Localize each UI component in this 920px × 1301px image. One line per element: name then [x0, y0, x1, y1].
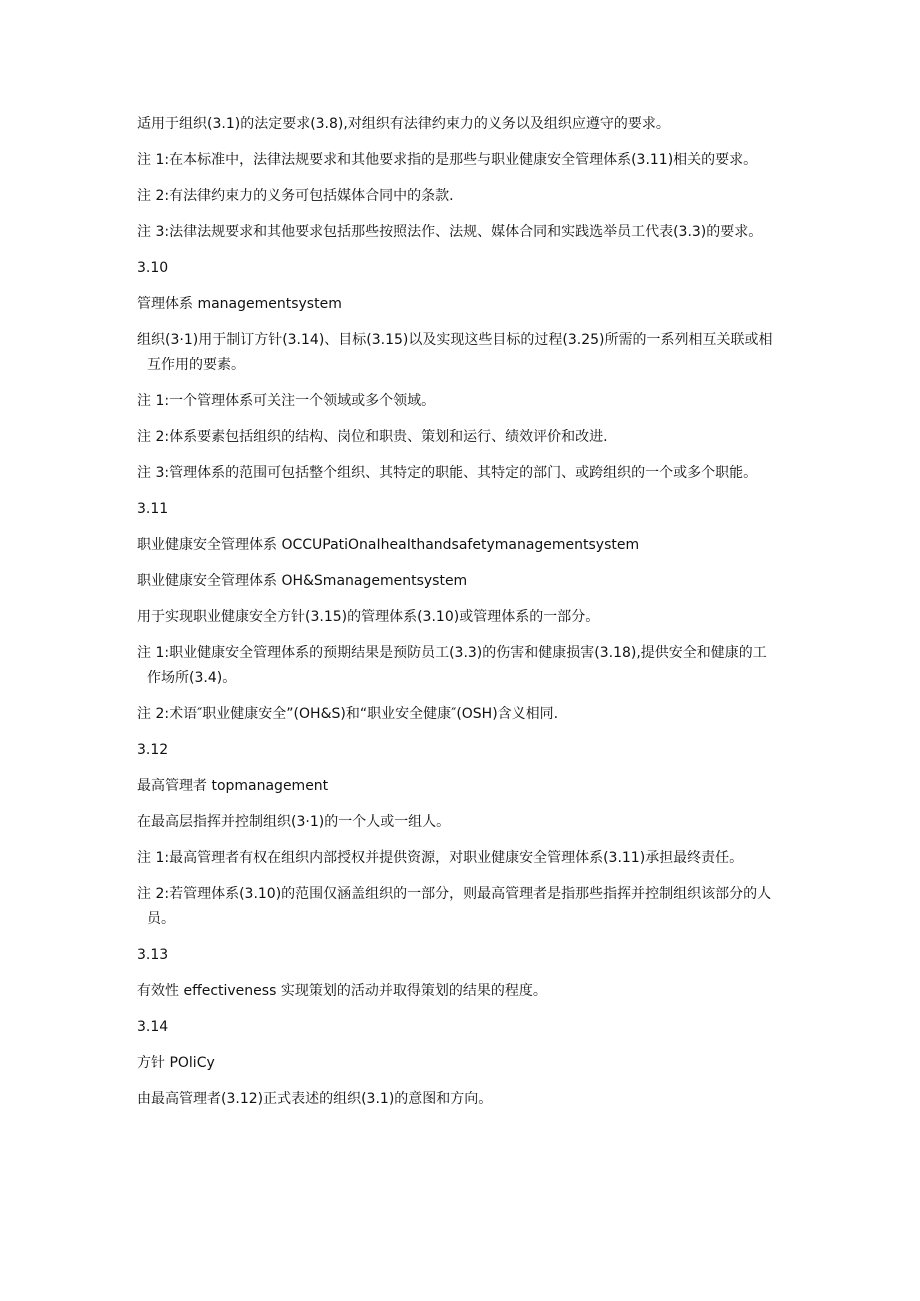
term-definition: 有效性 effectiveness 实现策划的活动并取得策划的结果的程度。	[137, 983, 547, 999]
definition-text: 组织(3·1)用于制订方针(3.14)、目标(3.15)以及实现这些目标的过程(3.25)所需的一系列相互关联或相互作用的要素。	[137, 332, 773, 373]
note-1: 注 1:在本标准中，法律法规要求和其他要求指的是那些与职业健康安全管理体系(3.11)相关的要求。	[137, 152, 758, 168]
term-heading-alt: 职业健康安全管理体系 OH&Smanagementsystem	[137, 573, 468, 589]
section-number-3-11: 3.11	[137, 501, 169, 517]
note-3: 注 3:管理体系的范围可包括整个组织、其特定的职能、其特定的部门、或跨组织的一个或多个职能。	[137, 465, 758, 481]
section-number-3-12: 3.12	[137, 742, 169, 758]
note-2: 注 2:体系要素包括组织的结构、岗位和职贵、策划和运行、绩效评价和改进.	[137, 429, 608, 445]
note-1: 注 1:职业健康安全管理体系的预期结果是预防员工(3.3)的伤害和健康损害(3.18),提供安全和健康的工作场所(3.4)。	[137, 645, 767, 686]
term-heading: 管理体系 managementsystem	[137, 296, 342, 312]
definition-text: 在最高层指挥并控制组织(3·1)的一个人或一组人。	[137, 814, 451, 830]
note-1: 注 1:最高管理者有权在组织内部授权并提供资源，对职业健康安全管理体系(3.11)承担最终责任。	[137, 850, 744, 866]
note-1: 注 1:一个管理体系可关注一个领域或多个领域。	[137, 393, 436, 409]
note-2: 注 2:有法律约束力的义务可包括媒体合同中的条款.	[137, 188, 454, 204]
term-heading: 职业健康安全管理体系 OCCUPatiOnaIheaIthandsafetymanagementsystem	[137, 537, 640, 553]
note-3: 注 3:法律法规要求和其他要求包括那些按照法作、法规、媒体合同和实践选举员工代表(3.3)的要求。	[137, 224, 763, 240]
note-2: 注 2:若管理体系(3.10)的范围仅涵盖组织的一部分，则最高管理者是指那些指挥并控制组织该部分的人员。	[137, 886, 772, 927]
section-number-3-13: 3.13	[137, 947, 169, 963]
section-number-3-10: 3.10	[137, 260, 169, 276]
term-heading: 最高管理者 topmanagement	[137, 778, 329, 794]
definition-text: 适用于组织(3.1)的法定要求(3.8),对组织有法律约束力的义务以及组织应遵守的要求。	[137, 116, 670, 132]
section-number-3-14: 3.14	[137, 1019, 169, 1035]
definition-text: 由最高管理者(3.12)正式表述的组织(3.1)的意图和方向。	[137, 1091, 493, 1107]
note-2: 注 2:术语″职业健康安全”(OH&S)和“职业安全健康″(OSH)含义相同.	[137, 706, 559, 722]
definition-text: 用于实现职业健康安全方针(3.15)的管理体系(3.10)或管理体系的一部分。	[137, 609, 600, 625]
term-heading: 方针 POliCy	[137, 1055, 215, 1071]
document-body	[137, 112, 777, 1112]
